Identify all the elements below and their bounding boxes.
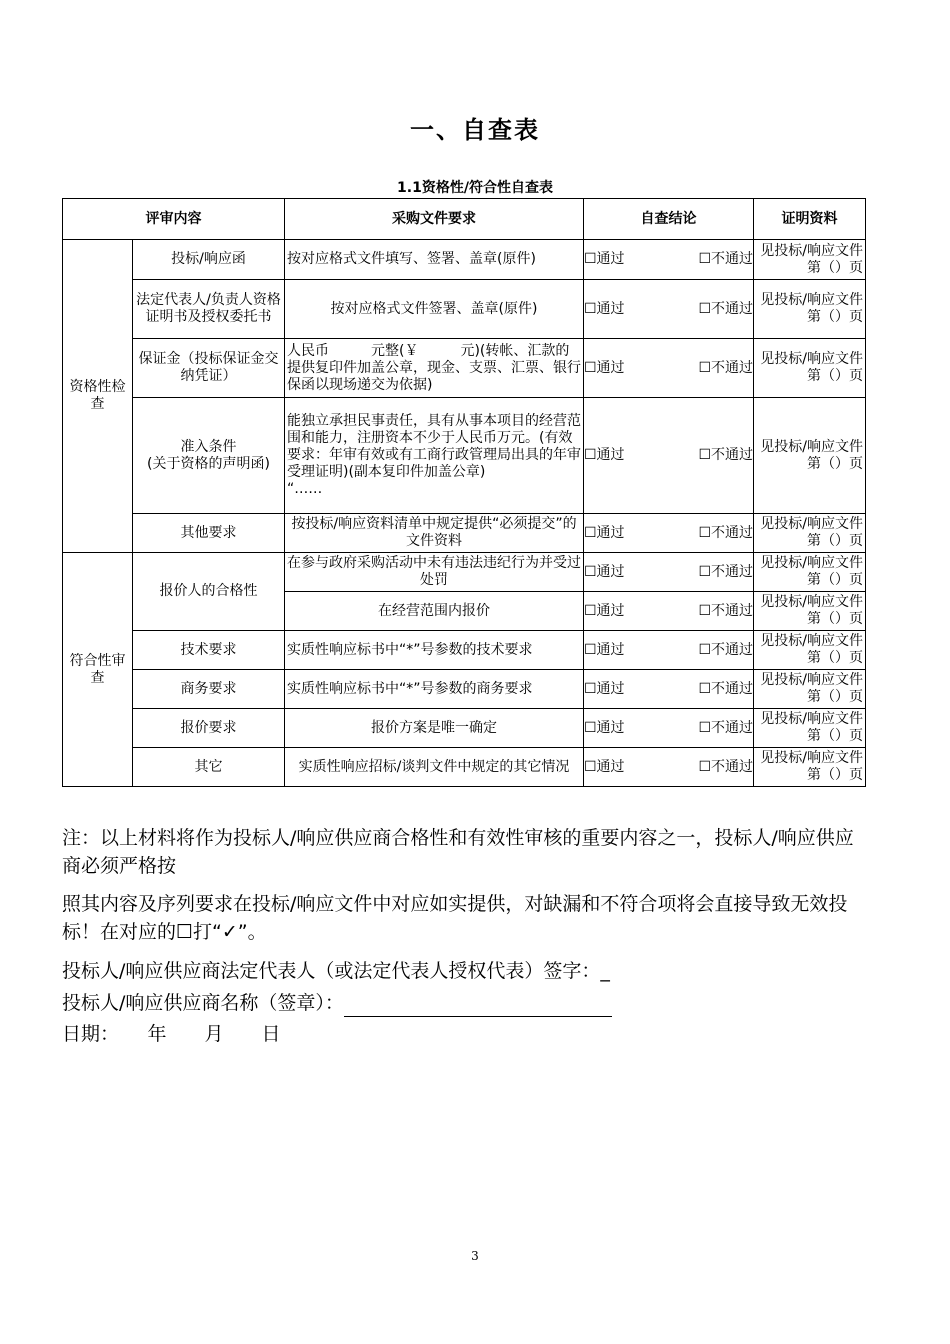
item-cell: 其他要求 — [133, 514, 285, 553]
item-cell: 投标/响应函 — [133, 240, 285, 280]
item-cell: 商务要求 — [133, 670, 285, 709]
table-row — [63, 631, 866, 670]
fail-checkbox[interactable]: ☐不通过 — [698, 758, 753, 775]
requirement-cell: 按对应格式文件填写、签署、盖章(原件) — [285, 240, 584, 280]
proof-cell: 见投标/响应文件第（）页 — [754, 631, 866, 670]
page-title: 一、自查表 — [410, 116, 540, 144]
pass-checkbox[interactable]: ☐通过 — [584, 602, 625, 619]
item-cell: 其它 — [133, 748, 285, 787]
table-row — [63, 280, 866, 339]
proof-cell: 见投标/响应文件第（）页 — [754, 280, 866, 339]
note-paragraph-2: 照其内容及序列要求在投标/响应文件中对应如实提供，对缺漏和不符合项将会直接导致无效投标！在对应的☐打“✓”。 — [62, 893, 848, 943]
pass-checkbox[interactable]: ☐通过 — [584, 758, 625, 775]
fail-checkbox[interactable]: ☐不通过 — [698, 524, 753, 541]
company-name-label: 投标人/响应供应商名称（签章）： — [62, 992, 344, 1014]
table-row — [63, 748, 866, 787]
page-number: 3 — [471, 1249, 479, 1263]
proof-cell: 见投标/响应文件第（）页 — [754, 553, 866, 592]
requirement-cell: 实质性响应标书中“*”号参数的技术要求 — [285, 631, 584, 670]
pass-checkbox[interactable]: ☐通过 — [584, 719, 625, 736]
header-conclusion: 自查结论 — [584, 199, 754, 240]
fail-checkbox[interactable]: ☐不通过 — [698, 641, 753, 658]
group-qualification: 资格性检查 — [63, 240, 133, 553]
pass-checkbox[interactable]: ☐通过 — [584, 524, 625, 541]
item-cell: 报价要求 — [133, 709, 285, 748]
item-cell: 保证金（投标保证金交纳凭证） — [133, 339, 285, 398]
requirement-cell: 在经营范围内报价 — [285, 592, 584, 631]
header-proof: 证明资料 — [754, 199, 866, 240]
table-row — [63, 553, 866, 592]
header-requirement: 采购文件要求 — [285, 199, 584, 240]
pass-checkbox[interactable]: ☐通过 — [584, 359, 625, 376]
requirement-cell: 按对应格式文件签署、盖章(原件) — [285, 280, 584, 339]
pass-checkbox[interactable]: ☐通过 — [584, 680, 625, 697]
company-name-field[interactable] — [344, 994, 612, 1017]
fail-checkbox[interactable]: ☐不通过 — [698, 563, 753, 580]
pass-checkbox[interactable]: ☐通过 — [584, 251, 625, 267]
fail-checkbox[interactable]: ☐不通过 — [698, 602, 753, 619]
company-name-line — [62, 989, 867, 1017]
fail-checkbox[interactable]: ☐不通过 — [698, 300, 753, 317]
table-row — [63, 709, 866, 748]
requirement-cell: 实质性响应标书中“*”号参数的商务要求 — [285, 670, 584, 709]
pass-checkbox[interactable]: ☐通过 — [584, 447, 625, 463]
requirement-cell: 能独立承担民事责任，具有从事本项目的经营范围和能力，注册资本不少于人民币万元。(有效要求：年审有效或有工商行政管理局出具的年审受理证明)(副本复印件加盖公章) “…… — [285, 398, 584, 514]
fail-checkbox[interactable]: ☐不通过 — [698, 680, 753, 697]
item-cell: 准入条件 (关于资格的声明函) — [133, 398, 285, 514]
pass-checkbox[interactable]: ☐通过 — [584, 300, 625, 317]
proof-cell: 见投标/响应文件第（）页 — [754, 240, 866, 280]
proof-cell: 见投标/响应文件第（）页 — [754, 709, 866, 748]
item-cell: 法定代表人/负责人资格证明书及授权委托书 — [133, 280, 285, 339]
item-cell: 技术要求 — [133, 631, 285, 670]
table-row — [63, 240, 866, 280]
proof-cell: 见投标/响应文件第（）页 — [754, 514, 866, 553]
header-review: 评审内容 — [63, 199, 285, 240]
fail-checkbox[interactable]: ☐不通过 — [698, 359, 753, 376]
table-row — [63, 339, 866, 398]
note-paragraph-1: 注：以上材料将作为投标人/响应供应商合格性和有效性审核的重要内容之一，投标人/响应供应商必须严格按 — [62, 827, 854, 877]
proof-cell: 见投标/响应文件第（）页 — [754, 748, 866, 787]
requirement-cell: 实质性响应招标/谈判文件中规定的其它情况 — [285, 748, 584, 787]
requirement-cell: 在参与政府采购活动中未有违法违纪行为并受过处罚 — [285, 553, 584, 592]
table-caption: 1.1资格性/符合性自查表 — [397, 180, 553, 196]
requirement-cell: 报价方案是唯一确定 — [285, 709, 584, 748]
table-row — [63, 514, 866, 553]
proof-cell: 见投标/响应文件第（）页 — [754, 670, 866, 709]
self-check-table — [62, 198, 866, 787]
signature-line: 投标人/响应供应商法定代表人（或法定代表人授权代表）签字：_ — [62, 960, 610, 982]
pass-checkbox[interactable]: ☐通过 — [584, 641, 625, 658]
table-row — [63, 398, 866, 514]
requirement-cell: 按投标/响应资料清单中规定提供“必须提交”的文件资料 — [285, 514, 584, 553]
requirement-cell: 人民币 元整(￥ 元)(转帐、汇款的提供复印件加盖公章，现金、支票、汇票、银行保函以现场递交为依据) — [285, 339, 584, 398]
proof-cell: 见投标/响应文件第（）页 — [754, 339, 866, 398]
fail-checkbox[interactable]: ☐不通过 — [698, 447, 753, 463]
table-row — [63, 670, 866, 709]
date-line: 日期： 年 月 日 — [62, 1023, 281, 1045]
proof-cell: 见投标/响应文件第（）页 — [754, 592, 866, 631]
item-cell: 报价人的合格性 — [133, 553, 285, 631]
proof-cell: 见投标/响应文件第（）页 — [754, 398, 866, 514]
fail-checkbox[interactable]: ☐不通过 — [698, 251, 753, 267]
fail-checkbox[interactable]: ☐不通过 — [698, 719, 753, 736]
pass-checkbox[interactable]: ☐通过 — [584, 563, 625, 580]
group-compliance: 符合性审查 — [63, 553, 133, 787]
table-header-row — [63, 199, 866, 240]
